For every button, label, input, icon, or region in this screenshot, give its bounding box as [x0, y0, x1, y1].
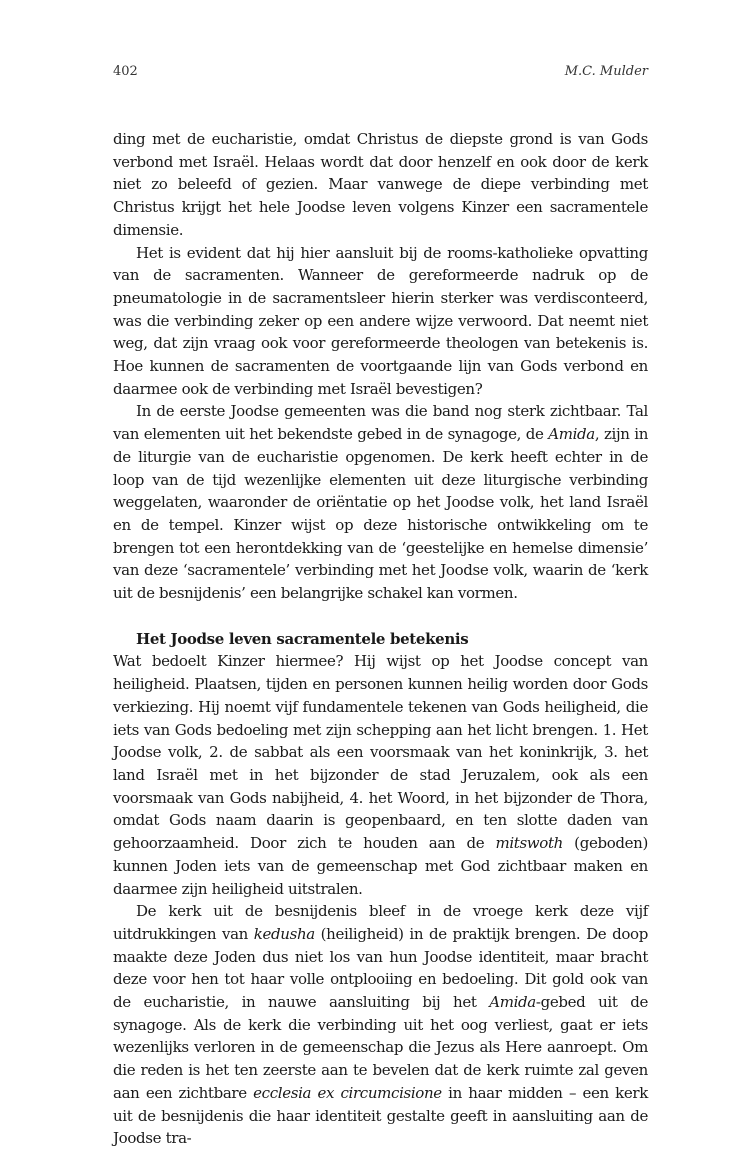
paragraph-4-text-a: Wat bedoelt Kinzer hiermee? Hij wijst op het Joodse concept van heiligheid. Plaatsen, tijden en personen kunnen heilig worden door Gods verkiezing. Hij noemt vijf fundamentele tekenen van Gods heiligheid, die iets van Gods bedoeling met zijn schepping aan het licht brengen. 1. Het Joodse volk, 2. de sabbat als een voorsmaak van het koninkrijk, 3. het land Israël met in het bijzonder de stad Jeruzalem, ook als een voorsmaak van Gods nabijheid, 4. het Woord, in het bijzonder de Thora, omdat Gods naam daarin is geopenbaard, en ten slotte daden van gehoorzaamheid. Door zich te houden aan de: [113, 652, 648, 853]
running-author: M.C. Mulder: [564, 64, 648, 79]
paragraph-3-text-b: , zijn in de liturgie van de eucharistie opgenomen. De kerk heeft echter in de loop van de tijd wezenlijke elementen uit deze liturgische verbinding weggelaten, waaronder de oriëntatie op het Joodse volk, het land Israël en de tempel. Kinzer wijst op deze historische ontwikkeling om te brengen tot een herontdekking van de ‘geestelijke en hemelse dimensie’ van deze ‘sacramentele’ verbinding met het Joodse volk, waarin de ‘kerk uit de besnijdenis’ een belangrijke schakel kan vormen.: [113, 425, 649, 603]
paragraph-4-emphasis: mitswoth: [495, 834, 563, 853]
paragraph-4: [113, 650, 648, 900]
page-number: 402: [113, 64, 138, 79]
body-text: [113, 128, 648, 1150]
paragraph-3-emphasis: Amida: [548, 425, 595, 444]
paragraph-5-emphasis-3: ecclesia ex circumcisione: [253, 1083, 442, 1102]
running-header: [113, 64, 648, 79]
paragraph-3-text-a: In de eerste Joodse gemeenten was die band nog sterk zichtbaar. Tal van elementen uit het bekendste gebed in de synagoge, de: [113, 402, 648, 444]
paragraph-3: [113, 400, 648, 604]
section-heading: Het Joodse leven sacramentele betekenis: [136, 629, 469, 648]
paragraph-2: Het is evident dat hij hier aansluit bij de rooms-katholieke opvatting van de sacramenten. Wanneer de gereformeerde nadruk op de pneumatologie in de sacramentsleer hierin sterker was verdisconteerd, was die verbinding zeker op een andere wijze verwoord. Dat neemt niet weg, dat zijn vraag ook voor gereformeerde theologen van betekenis is. Hoe kunnen de sacramenten de voortgaande lijn van Gods verbond en daarmee ook de verbinding met Israël bevestigen?: [113, 243, 648, 398]
paragraph-5-text-c: -gebed uit de synagoge. Als de kerk die verbinding uit het oog verliest, gaat er iets wezenlijks verloren in de gemeenschap die Jezus als Here aanroept. Om die reden is het ten zeerste aan te bevelen dat de kerk ruimte zal geven aan een zichtbare: [113, 993, 648, 1102]
paragraph-4-text-b: (geboden) kunnen Joden iets van de gemeenschap met God zichtbaar maken en daarmee zijn heiligheid uitstralen.: [113, 834, 648, 898]
paragraph-1: ding met de eucharistie, omdat Christus de diepste grond is van Gods verbond met Israël. Helaas wordt dat door henzelf en ook door de kerk niet zo beleefd of gezien. Maar vanwege de diepe verbinding met Christus krijgt het hele Joodse leven volgens Kinzer een sacramentele dimensie.: [113, 130, 648, 239]
paragraph-5-text-a: De kerk uit de besnijdenis bleef in de vroege kerk deze vijf uitdrukkingen van: [113, 902, 648, 943]
paragraph-5-text-b: (heiligheid) in de praktijk brengen. De doop maakte deze Joden dus niet los van hun Joodse identiteit, maar bracht deze voor hen tot haar volle ontplooiing en bedoeling. Dit gold ook van de eucharistie, in nauwe aansluiting bij het: [113, 924, 648, 1012]
paragraph-5-emphasis-2: Amida: [489, 993, 536, 1012]
paragraph-5-emphasis-1: kedusha: [253, 924, 315, 943]
paragraph-5: [113, 900, 648, 1150]
paragraph-5-text-d: in haar midden – een kerk uit de besnijdenis die haar identiteit gestalte geeft in aansluiting aan de Joodse tra-: [113, 1083, 648, 1148]
